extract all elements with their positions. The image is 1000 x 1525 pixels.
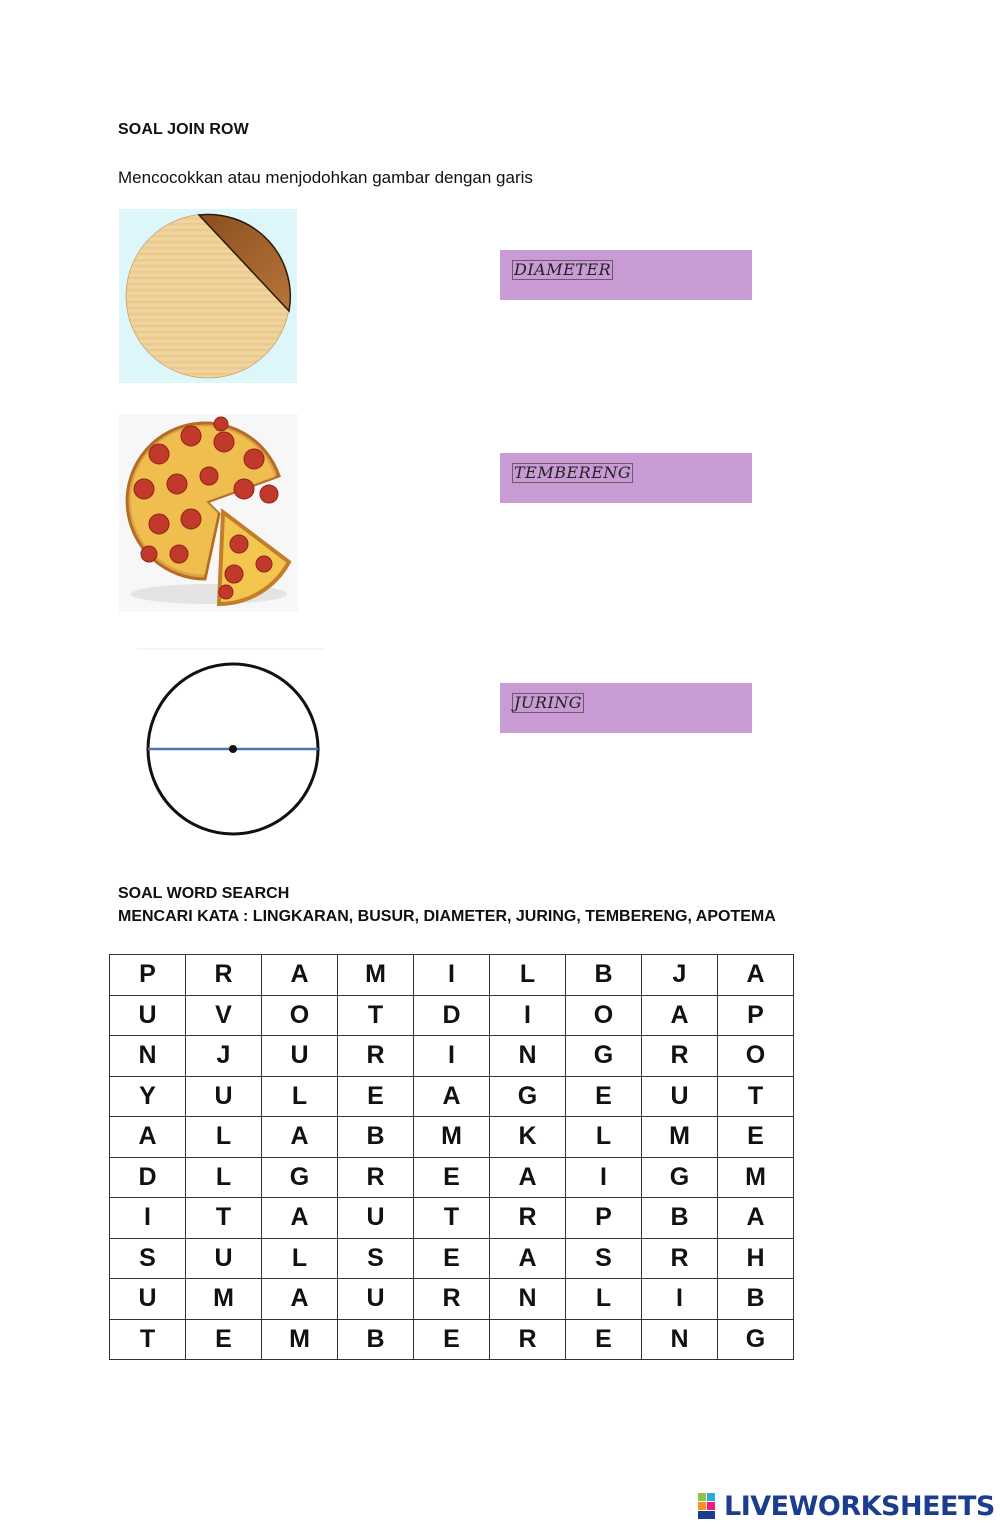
- liveworksheets-logo-text: LIVEWORKSHEETS: [724, 1490, 995, 1522]
- grid-cell[interactable]: P: [110, 955, 186, 996]
- grid-cell[interactable]: R: [414, 1279, 490, 1320]
- label-box-tembereng[interactable]: [500, 453, 752, 503]
- juring-pizza-image[interactable]: [119, 414, 298, 612]
- grid-cell[interactable]: I: [414, 1036, 490, 1077]
- grid-cell[interactable]: E: [718, 1117, 794, 1158]
- grid-cell[interactable]: B: [642, 1198, 718, 1239]
- label-diameter: DIAMETER: [514, 260, 612, 279]
- grid-cell[interactable]: A: [718, 955, 794, 996]
- grid-cell[interactable]: S: [566, 1238, 642, 1279]
- grid-cell[interactable]: V: [186, 995, 262, 1036]
- grid-cell[interactable]: U: [110, 995, 186, 1036]
- grid-cell[interactable]: T: [414, 1198, 490, 1239]
- label-box-juring[interactable]: [500, 683, 752, 733]
- grid-row: [110, 995, 794, 1036]
- grid-cell[interactable]: U: [186, 1238, 262, 1279]
- grid-cell[interactable]: G: [262, 1157, 338, 1198]
- grid-cell[interactable]: E: [414, 1238, 490, 1279]
- grid-cell[interactable]: E: [566, 1076, 642, 1117]
- section-title-word-search: SOAL WORD SEARCH: [118, 885, 290, 902]
- grid-cell[interactable]: A: [414, 1076, 490, 1117]
- grid-cell[interactable]: E: [414, 1319, 490, 1360]
- label-juring: JURING: [514, 693, 583, 712]
- grid-cell[interactable]: U: [186, 1076, 262, 1117]
- grid-cell[interactable]: K: [490, 1117, 566, 1158]
- grid-cell[interactable]: M: [414, 1117, 490, 1158]
- grid-cell[interactable]: A: [490, 1238, 566, 1279]
- grid-cell[interactable]: J: [642, 955, 718, 996]
- grid-cell[interactable]: A: [642, 995, 718, 1036]
- grid-cell[interactable]: I: [566, 1157, 642, 1198]
- grid-cell[interactable]: I: [642, 1279, 718, 1320]
- grid-cell[interactable]: O: [262, 995, 338, 1036]
- grid-cell[interactable]: T: [718, 1076, 794, 1117]
- grid-cell[interactable]: I: [490, 995, 566, 1036]
- grid-row: [110, 1036, 794, 1077]
- grid-cell[interactable]: J: [186, 1036, 262, 1077]
- grid-cell[interactable]: L: [490, 955, 566, 996]
- grid-cell[interactable]: B: [566, 955, 642, 996]
- grid-cell[interactable]: L: [186, 1117, 262, 1158]
- grid-cell[interactable]: B: [718, 1279, 794, 1320]
- grid-cell[interactable]: T: [338, 995, 414, 1036]
- grid-cell[interactable]: U: [338, 1198, 414, 1239]
- grid-row: [110, 955, 794, 996]
- word-search-grid: [109, 954, 794, 1360]
- grid-row: [110, 1157, 794, 1198]
- liveworksheets-logo: [698, 1488, 995, 1524]
- grid-cell[interactable]: P: [566, 1198, 642, 1239]
- grid-cell[interactable]: U: [642, 1076, 718, 1117]
- grid-cell[interactable]: R: [490, 1198, 566, 1239]
- grid-cell[interactable]: A: [490, 1157, 566, 1198]
- grid-cell[interactable]: E: [566, 1319, 642, 1360]
- grid-cell[interactable]: M: [186, 1279, 262, 1320]
- grid-cell[interactable]: G: [642, 1157, 718, 1198]
- grid-cell[interactable]: A: [718, 1198, 794, 1239]
- grid-cell[interactable]: R: [642, 1238, 718, 1279]
- grid-row: [110, 1198, 794, 1239]
- grid-cell[interactable]: L: [262, 1076, 338, 1117]
- word-list: MENCARI KATA : LINGKARAN, BUSUR, DIAMETER, JURING, TEMBERENG, APOTEMA: [118, 908, 776, 925]
- grid-cell[interactable]: A: [262, 955, 338, 996]
- grid-cell[interactable]: L: [186, 1157, 262, 1198]
- grid-cell[interactable]: M: [262, 1319, 338, 1360]
- grid-cell[interactable]: E: [186, 1319, 262, 1360]
- label-box-diameter[interactable]: [500, 250, 752, 300]
- grid-cell[interactable]: S: [338, 1238, 414, 1279]
- grid-cell[interactable]: A: [110, 1117, 186, 1158]
- grid-cell[interactable]: M: [718, 1157, 794, 1198]
- grid-cell[interactable]: L: [566, 1279, 642, 1320]
- grid-row: [110, 1238, 794, 1279]
- grid-cell[interactable]: A: [262, 1198, 338, 1239]
- grid-cell[interactable]: L: [262, 1238, 338, 1279]
- grid-cell[interactable]: B: [338, 1117, 414, 1158]
- grid-cell[interactable]: U: [338, 1279, 414, 1320]
- grid-cell[interactable]: R: [338, 1036, 414, 1077]
- tembereng-image[interactable]: [119, 209, 297, 383]
- grid-cell[interactable]: M: [338, 955, 414, 996]
- grid-cell[interactable]: T: [186, 1198, 262, 1239]
- grid-cell[interactable]: S: [110, 1238, 186, 1279]
- grid-cell[interactable]: D: [110, 1157, 186, 1198]
- grid-row: [110, 1117, 794, 1158]
- grid-cell[interactable]: D: [414, 995, 490, 1036]
- grid-cell[interactable]: A: [262, 1117, 338, 1158]
- grid-cell[interactable]: E: [338, 1076, 414, 1117]
- grid-cell[interactable]: T: [110, 1319, 186, 1360]
- label-tembereng: TEMBERENG: [514, 463, 632, 482]
- grid-cell[interactable]: I: [414, 955, 490, 996]
- instruction-text: Mencocokkan atau menjodohkan gambar dengan garis: [118, 168, 533, 187]
- section-title-join-row: SOAL JOIN ROW: [118, 121, 249, 138]
- grid-cell[interactable]: N: [110, 1036, 186, 1077]
- grid-cell[interactable]: E: [414, 1157, 490, 1198]
- grid-cell[interactable]: H: [718, 1238, 794, 1279]
- grid-cell[interactable]: R: [186, 955, 262, 996]
- grid-row: [110, 1319, 794, 1360]
- grid-cell[interactable]: M: [642, 1117, 718, 1158]
- grid-row: [110, 1076, 794, 1117]
- grid-cell[interactable]: N: [490, 1036, 566, 1077]
- grid-cell[interactable]: L: [566, 1117, 642, 1158]
- grid-cell[interactable]: G: [718, 1319, 794, 1360]
- grid-cell[interactable]: N: [642, 1319, 718, 1360]
- grid-cell[interactable]: R: [338, 1157, 414, 1198]
- liveworksheets-logo-icon: [698, 1493, 724, 1519]
- grid-cell[interactable]: N: [490, 1279, 566, 1320]
- grid-cell[interactable]: Y: [110, 1076, 186, 1117]
- grid-cell[interactable]: U: [262, 1036, 338, 1077]
- grid-cell[interactable]: G: [566, 1036, 642, 1077]
- diameter-circle-image[interactable]: [137, 648, 325, 838]
- grid-cell[interactable]: O: [718, 1036, 794, 1077]
- grid-cell[interactable]: R: [642, 1036, 718, 1077]
- grid-cell[interactable]: R: [490, 1319, 566, 1360]
- grid-cell[interactable]: U: [110, 1279, 186, 1320]
- grid-cell[interactable]: A: [262, 1279, 338, 1320]
- grid-cell[interactable]: P: [718, 995, 794, 1036]
- grid-row: [110, 1279, 794, 1320]
- grid-cell[interactable]: G: [490, 1076, 566, 1117]
- grid-cell[interactable]: B: [338, 1319, 414, 1360]
- grid-cell[interactable]: O: [566, 995, 642, 1036]
- grid-cell[interactable]: I: [110, 1198, 186, 1239]
